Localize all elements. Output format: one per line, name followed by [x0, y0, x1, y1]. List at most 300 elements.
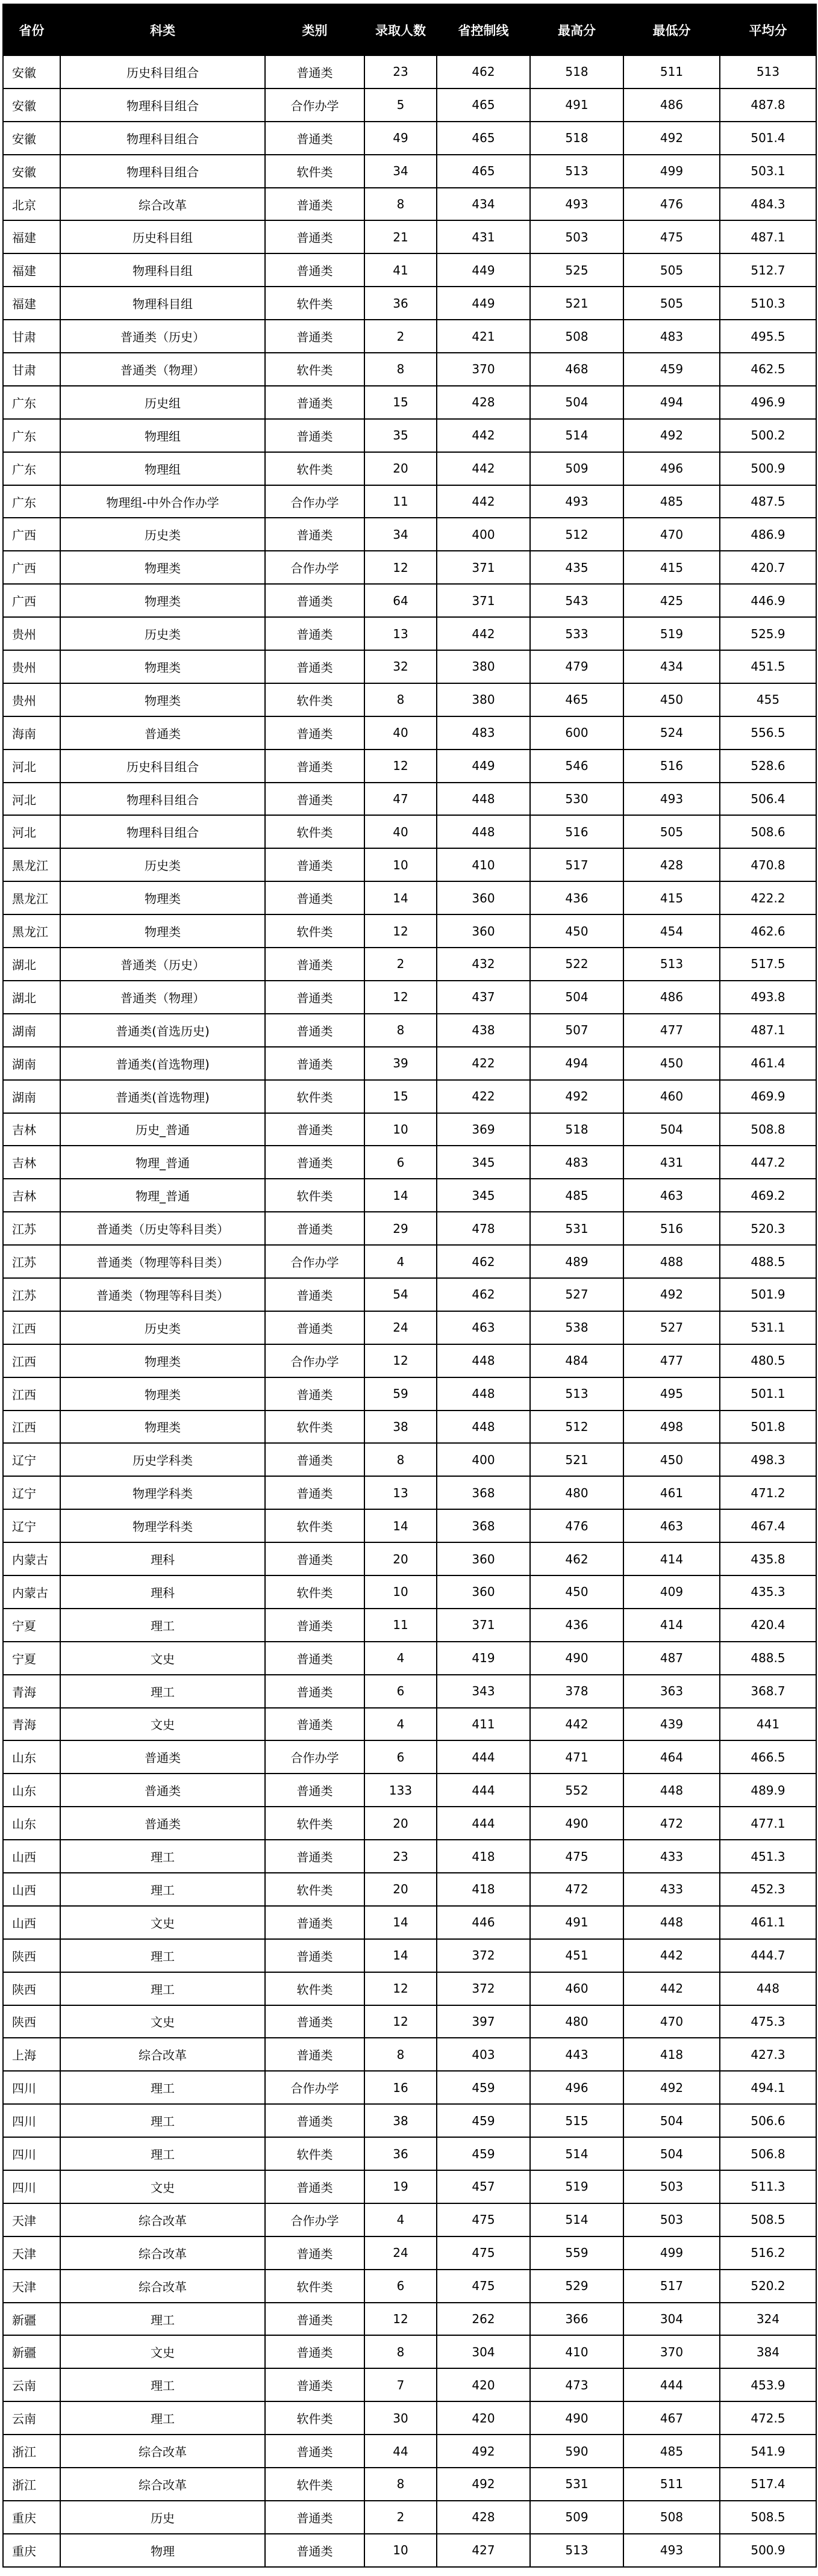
average-score-cell: 422.2 — [720, 881, 816, 914]
highest-score-cell: 559 — [530, 2236, 623, 2270]
province-cell: 浙江 — [3, 2435, 60, 2468]
table-row — [3, 815, 816, 848]
lowest-score-cell: 434 — [623, 650, 720, 683]
control-line-cell: 462 — [437, 1245, 530, 1278]
table-row — [3, 551, 816, 584]
header-subject-category: 科类 — [60, 4, 265, 55]
enrollment-type-cell: 普通类 — [265, 2335, 364, 2368]
admitted-count-cell: 20 — [364, 452, 437, 485]
province-cell: 黑龙江 — [3, 914, 60, 948]
lowest-score-cell: 477 — [623, 1344, 720, 1377]
province-cell: 江西 — [3, 1311, 60, 1344]
highest-score-cell: 552 — [530, 1774, 623, 1807]
control-line-cell: 448 — [437, 1377, 530, 1411]
lowest-score-cell: 486 — [623, 88, 720, 122]
enrollment-type-cell: 普通类 — [265, 2104, 364, 2137]
table-row — [3, 1443, 816, 1476]
lowest-score-cell: 470 — [623, 2005, 720, 2038]
control-line-cell: 438 — [437, 1014, 530, 1047]
lowest-score-cell: 450 — [623, 1443, 720, 1476]
highest-score-cell: 518 — [530, 55, 623, 88]
highest-score-cell: 484 — [530, 1344, 623, 1377]
table-row — [3, 2137, 816, 2170]
control-line-cell: 432 — [437, 948, 530, 981]
subject-category-cell: 普通类 — [60, 716, 265, 750]
highest-score-cell: 518 — [530, 1113, 623, 1146]
province-cell: 陕西 — [3, 2005, 60, 2038]
highest-score-cell: 442 — [530, 1708, 623, 1741]
control-line-cell: 400 — [437, 518, 530, 551]
province-cell: 四川 — [3, 2104, 60, 2137]
lowest-score-cell: 487 — [623, 1642, 720, 1675]
average-score-cell: 488.5 — [720, 1642, 816, 1675]
highest-score-cell: 451 — [530, 1939, 623, 1972]
subject-category-cell: 历史科目组 — [60, 220, 265, 253]
average-score-cell: 520.2 — [720, 2270, 816, 2303]
province-cell: 山西 — [3, 1840, 60, 1873]
control-line-cell: 448 — [437, 1411, 530, 1444]
lowest-score-cell: 505 — [623, 287, 720, 320]
header-lowest-score: 最低分 — [623, 4, 720, 55]
highest-score-cell: 450 — [530, 914, 623, 948]
lowest-score-cell: 433 — [623, 1873, 720, 1906]
lowest-score-cell: 414 — [623, 1542, 720, 1575]
admitted-count-cell: 4 — [364, 2203, 437, 2236]
lowest-score-cell: 363 — [623, 1675, 720, 1708]
table-row — [3, 2038, 816, 2071]
average-score-cell: 472.5 — [720, 2401, 816, 2435]
table-row — [3, 1807, 816, 1840]
table-row — [3, 1377, 816, 1411]
highest-score-cell: 507 — [530, 1014, 623, 1047]
subject-category-cell: 物理科目组 — [60, 287, 265, 320]
subject-category-cell: 理工 — [60, 2137, 265, 2170]
subject-category-cell: 理工 — [60, 2104, 265, 2137]
province-cell: 湖北 — [3, 981, 60, 1014]
lowest-score-cell: 409 — [623, 1575, 720, 1609]
table-row — [3, 353, 816, 386]
control-line-cell: 459 — [437, 2137, 530, 2170]
highest-score-cell: 491 — [530, 1906, 623, 1939]
table-row — [3, 848, 816, 881]
table-row — [3, 1642, 816, 1675]
admitted-count-cell: 8 — [364, 2468, 437, 2501]
highest-score-cell: 508 — [530, 320, 623, 353]
table-row — [3, 2236, 816, 2270]
subject-category-cell: 文史 — [60, 2335, 265, 2368]
province-cell: 广东 — [3, 452, 60, 485]
subject-category-cell: 理工 — [60, 2368, 265, 2401]
average-score-cell: 475.3 — [720, 2005, 816, 2038]
admitted-count-cell: 12 — [364, 1972, 437, 2005]
table-row — [3, 88, 816, 122]
header-highest-score: 最高分 — [530, 4, 623, 55]
province-cell: 宁夏 — [3, 1609, 60, 1642]
table-row — [3, 55, 816, 88]
average-score-cell: 368.7 — [720, 1675, 816, 1708]
table-row — [3, 2104, 816, 2137]
enrollment-type-cell: 普通类 — [265, 518, 364, 551]
lowest-score-cell: 503 — [623, 2203, 720, 2236]
admitted-count-cell: 16 — [364, 2071, 437, 2104]
highest-score-cell: 590 — [530, 2435, 623, 2468]
lowest-score-cell: 498 — [623, 1411, 720, 1444]
average-score-cell: 517.4 — [720, 2468, 816, 2501]
average-score-cell: 508.6 — [720, 815, 816, 848]
highest-score-cell: 471 — [530, 1740, 623, 1774]
average-score-cell: 531.1 — [720, 1311, 816, 1344]
average-score-cell: 453.9 — [720, 2368, 816, 2401]
province-cell: 河北 — [3, 750, 60, 783]
subject-category-cell: 物理_普通 — [60, 1146, 265, 1179]
province-cell: 江苏 — [3, 1245, 60, 1278]
admitted-count-cell: 2 — [364, 948, 437, 981]
enrollment-type-cell: 软件类 — [265, 815, 364, 848]
average-score-cell: 498.3 — [720, 1443, 816, 1476]
admitted-count-cell: 40 — [364, 815, 437, 848]
admitted-count-cell: 10 — [364, 2534, 437, 2567]
province-cell: 山西 — [3, 1873, 60, 1906]
table-row — [3, 2335, 816, 2368]
admitted-count-cell: 5 — [364, 88, 437, 122]
table-row — [3, 584, 816, 617]
control-line-cell: 442 — [437, 485, 530, 518]
enrollment-type-cell: 软件类 — [265, 155, 364, 188]
enrollment-type-cell: 普通类 — [265, 253, 364, 287]
table-row — [3, 650, 816, 683]
highest-score-cell: 435 — [530, 551, 623, 584]
average-score-cell: 525.9 — [720, 617, 816, 650]
enrollment-type-cell: 普通类 — [265, 716, 364, 750]
admitted-count-cell: 47 — [364, 783, 437, 816]
province-cell: 广西 — [3, 584, 60, 617]
control-line-cell: 371 — [437, 584, 530, 617]
subject-category-cell: 物理科目组合 — [60, 155, 265, 188]
admitted-count-cell: 21 — [364, 220, 437, 253]
highest-score-cell: 533 — [530, 617, 623, 650]
province-cell: 四川 — [3, 2071, 60, 2104]
admitted-count-cell: 6 — [364, 1740, 437, 1774]
enrollment-type-cell: 普通类 — [265, 948, 364, 981]
lowest-score-cell: 461 — [623, 1476, 720, 1509]
control-line-cell: 360 — [437, 881, 530, 914]
province-cell: 辽宁 — [3, 1443, 60, 1476]
admitted-count-cell: 8 — [364, 683, 437, 716]
province-cell: 贵州 — [3, 683, 60, 716]
enrollment-type-cell: 普通类 — [265, 2501, 364, 2534]
admitted-count-cell: 12 — [364, 2005, 437, 2038]
highest-score-cell: 480 — [530, 2005, 623, 2038]
province-cell: 四川 — [3, 2170, 60, 2203]
admitted-count-cell: 59 — [364, 1377, 437, 1411]
highest-score-cell: 494 — [530, 1047, 623, 1080]
highest-score-cell: 436 — [530, 881, 623, 914]
subject-category-cell: 普通类（物理） — [60, 981, 265, 1014]
subject-category-cell: 文史 — [60, 1642, 265, 1675]
highest-score-cell: 410 — [530, 2335, 623, 2368]
control-line-cell: 419 — [437, 1642, 530, 1675]
lowest-score-cell: 492 — [623, 419, 720, 452]
enrollment-type-cell: 合作办学 — [265, 485, 364, 518]
province-cell: 辽宁 — [3, 1509, 60, 1542]
average-score-cell: 469.2 — [720, 1179, 816, 1212]
average-score-cell: 435.8 — [720, 1542, 816, 1575]
average-score-cell: 508.5 — [720, 2203, 816, 2236]
average-score-cell: 477.1 — [720, 1807, 816, 1840]
lowest-score-cell: 503 — [623, 2170, 720, 2203]
average-score-cell: 503.1 — [720, 155, 816, 188]
table-row — [3, 452, 816, 485]
province-cell: 四川 — [3, 2137, 60, 2170]
table-row — [3, 287, 816, 320]
highest-score-cell: 472 — [530, 1873, 623, 1906]
province-cell: 福建 — [3, 253, 60, 287]
control-line-cell: 422 — [437, 1080, 530, 1113]
subject-category-cell: 普通类（物理等科目类） — [60, 1278, 265, 1311]
table-row — [3, 2401, 816, 2435]
highest-score-cell: 521 — [530, 287, 623, 320]
province-cell: 江西 — [3, 1411, 60, 1444]
control-line-cell: 400 — [437, 1443, 530, 1476]
province-cell: 上海 — [3, 2038, 60, 2071]
lowest-score-cell: 433 — [623, 1840, 720, 1873]
table-row — [3, 683, 816, 716]
admitted-count-cell: 14 — [364, 881, 437, 914]
lowest-score-cell: 524 — [623, 716, 720, 750]
enrollment-type-cell: 合作办学 — [265, 2071, 364, 2104]
enrollment-type-cell: 普通类 — [265, 2005, 364, 2038]
table-row — [3, 1344, 816, 1377]
control-line-cell: 380 — [437, 650, 530, 683]
enrollment-type-cell: 软件类 — [265, 1807, 364, 1840]
admitted-count-cell: 14 — [364, 1939, 437, 1972]
admitted-count-cell: 12 — [364, 750, 437, 783]
control-line-cell: 428 — [437, 386, 530, 419]
province-cell: 陕西 — [3, 1939, 60, 1972]
enrollment-type-cell: 合作办学 — [265, 551, 364, 584]
table-row — [3, 1411, 816, 1444]
subject-category-cell: 普通类（物理） — [60, 353, 265, 386]
admitted-count-cell: 36 — [364, 287, 437, 320]
province-cell: 陕西 — [3, 1972, 60, 2005]
lowest-score-cell: 504 — [623, 2104, 720, 2137]
admitted-count-cell: 10 — [364, 1113, 437, 1146]
table-row — [3, 2368, 816, 2401]
lowest-score-cell: 488 — [623, 1245, 720, 1278]
subject-category-cell: 物理科目组合 — [60, 122, 265, 155]
highest-score-cell: 378 — [530, 1675, 623, 1708]
admitted-count-cell: 2 — [364, 320, 437, 353]
subject-category-cell: 物理类 — [60, 1411, 265, 1444]
enrollment-type-cell: 软件类 — [265, 287, 364, 320]
province-cell: 江苏 — [3, 1278, 60, 1311]
average-score-cell: 427.3 — [720, 2038, 816, 2071]
enrollment-type-cell: 普通类 — [265, 1146, 364, 1179]
subject-category-cell: 普通类（历史） — [60, 320, 265, 353]
enrollment-type-cell: 普通类 — [265, 1675, 364, 1708]
highest-score-cell: 462 — [530, 1542, 623, 1575]
table-row — [3, 750, 816, 783]
province-cell: 湖南 — [3, 1080, 60, 1113]
average-score-cell: 500.9 — [720, 2534, 816, 2567]
admitted-count-cell: 19 — [364, 2170, 437, 2203]
subject-category-cell: 普通类（历史等科目类） — [60, 1212, 265, 1245]
subject-category-cell: 物理科目组 — [60, 253, 265, 287]
lowest-score-cell: 517 — [623, 2270, 720, 2303]
province-cell: 广东 — [3, 419, 60, 452]
province-cell: 湖北 — [3, 948, 60, 981]
highest-score-cell: 514 — [530, 2203, 623, 2236]
subject-category-cell: 物理科目组合 — [60, 783, 265, 816]
lowest-score-cell: 483 — [623, 320, 720, 353]
highest-score-cell: 530 — [530, 783, 623, 816]
highest-score-cell: 509 — [530, 2501, 623, 2534]
enrollment-type-cell: 普通类 — [265, 1906, 364, 1939]
province-cell: 重庆 — [3, 2501, 60, 2534]
admitted-count-cell: 24 — [364, 1311, 437, 1344]
control-line-cell: 411 — [437, 1708, 530, 1741]
lowest-score-cell: 448 — [623, 1906, 720, 1939]
enrollment-type-cell: 普通类 — [265, 55, 364, 88]
subject-category-cell: 综合改革 — [60, 2435, 265, 2468]
enrollment-type-cell: 普通类 — [265, 220, 364, 253]
average-score-cell: 480.5 — [720, 1344, 816, 1377]
lowest-score-cell: 450 — [623, 1047, 720, 1080]
admitted-count-cell: 8 — [364, 1014, 437, 1047]
admitted-count-cell: 7 — [364, 2368, 437, 2401]
enrollment-type-cell: 普通类 — [265, 2435, 364, 2468]
highest-score-cell: 485 — [530, 1179, 623, 1212]
control-line-cell: 449 — [437, 253, 530, 287]
admitted-count-cell: 8 — [364, 188, 437, 221]
average-score-cell: 451.3 — [720, 1840, 816, 1873]
table-row — [3, 1278, 816, 1311]
enrollment-type-cell: 合作办学 — [265, 1740, 364, 1774]
average-score-cell: 462.5 — [720, 353, 816, 386]
subject-category-cell: 历史学科类 — [60, 1443, 265, 1476]
enrollment-type-cell: 软件类 — [265, 2137, 364, 2170]
lowest-score-cell: 486 — [623, 981, 720, 1014]
admitted-count-cell: 11 — [364, 1609, 437, 1642]
admission-scores-table-container — [2, 4, 816, 2568]
lowest-score-cell: 477 — [623, 1014, 720, 1047]
average-score-cell: 471.2 — [720, 1476, 816, 1509]
admitted-count-cell: 13 — [364, 1476, 437, 1509]
admitted-count-cell: 24 — [364, 2236, 437, 2270]
highest-score-cell: 513 — [530, 155, 623, 188]
highest-score-cell: 531 — [530, 1212, 623, 1245]
province-cell: 吉林 — [3, 1179, 60, 1212]
province-cell: 福建 — [3, 220, 60, 253]
enrollment-type-cell: 软件类 — [265, 452, 364, 485]
enrollment-type-cell: 普通类 — [265, 1708, 364, 1741]
admitted-count-cell: 40 — [364, 716, 437, 750]
province-cell: 天津 — [3, 2236, 60, 2270]
average-score-cell: 452.3 — [720, 1873, 816, 1906]
subject-category-cell: 历史_普通 — [60, 1113, 265, 1146]
average-score-cell: 488.5 — [720, 1245, 816, 1278]
subject-category-cell: 理工 — [60, 2071, 265, 2104]
lowest-score-cell: 415 — [623, 551, 720, 584]
table-row — [3, 1840, 816, 1873]
enrollment-type-cell: 软件类 — [265, 1873, 364, 1906]
average-score-cell: 501.4 — [720, 122, 816, 155]
control-line-cell: 428 — [437, 2501, 530, 2534]
admitted-count-cell: 8 — [364, 2335, 437, 2368]
subject-category-cell: 理工 — [60, 1939, 265, 1972]
control-line-cell: 444 — [437, 1774, 530, 1807]
province-cell: 贵州 — [3, 617, 60, 650]
average-score-cell: 435.3 — [720, 1575, 816, 1609]
highest-score-cell: 600 — [530, 716, 623, 750]
lowest-score-cell: 493 — [623, 783, 720, 816]
control-line-cell: 421 — [437, 320, 530, 353]
control-line-cell: 371 — [437, 1609, 530, 1642]
lowest-score-cell: 472 — [623, 1807, 720, 1840]
enrollment-type-cell: 普通类 — [265, 1542, 364, 1575]
control-line-cell: 457 — [437, 2170, 530, 2203]
subject-category-cell: 历史组 — [60, 386, 265, 419]
table-row — [3, 2468, 816, 2501]
admitted-count-cell: 44 — [364, 2435, 437, 2468]
lowest-score-cell: 495 — [623, 1377, 720, 1411]
control-line-cell: 437 — [437, 981, 530, 1014]
lowest-score-cell: 493 — [623, 2534, 720, 2567]
lowest-score-cell: 444 — [623, 2368, 720, 2401]
admitted-count-cell: 23 — [364, 1840, 437, 1873]
control-line-cell: 462 — [437, 1278, 530, 1311]
average-score-cell: 420.4 — [720, 1609, 816, 1642]
lowest-score-cell: 527 — [623, 1311, 720, 1344]
average-score-cell: 556.5 — [720, 716, 816, 750]
average-score-cell: 500.9 — [720, 452, 816, 485]
province-cell: 广西 — [3, 518, 60, 551]
province-cell: 山东 — [3, 1774, 60, 1807]
lowest-score-cell: 463 — [623, 1179, 720, 1212]
enrollment-type-cell: 软件类 — [265, 2468, 364, 2501]
control-line-cell: 369 — [437, 1113, 530, 1146]
table-row — [3, 1476, 816, 1509]
header-admitted-count: 录取人数 — [364, 4, 437, 55]
lowest-score-cell: 442 — [623, 1972, 720, 2005]
control-line-cell: 463 — [437, 1311, 530, 1344]
enrollment-type-cell: 普通类 — [265, 848, 364, 881]
control-line-cell: 448 — [437, 815, 530, 848]
province-cell: 江苏 — [3, 1212, 60, 1245]
average-score-cell: 461.1 — [720, 1906, 816, 1939]
control-line-cell: 449 — [437, 750, 530, 783]
province-cell: 山东 — [3, 1807, 60, 1840]
subject-category-cell: 物理学科类 — [60, 1509, 265, 1542]
table-row — [3, 1542, 816, 1575]
average-score-cell: 513 — [720, 55, 816, 88]
control-line-cell: 360 — [437, 1575, 530, 1609]
highest-score-cell: 483 — [530, 1146, 623, 1179]
table-row — [3, 2270, 816, 2303]
control-line-cell: 343 — [437, 1675, 530, 1708]
province-cell: 福建 — [3, 287, 60, 320]
province-cell: 贵州 — [3, 650, 60, 683]
subject-category-cell: 物理类 — [60, 881, 265, 914]
highest-score-cell: 522 — [530, 948, 623, 981]
subject-category-cell: 普通类 — [60, 1807, 265, 1840]
subject-category-cell: 物理类 — [60, 551, 265, 584]
highest-score-cell: 493 — [530, 485, 623, 518]
control-line-cell: 492 — [437, 2468, 530, 2501]
control-line-cell: 372 — [437, 1972, 530, 2005]
admitted-count-cell: 35 — [364, 419, 437, 452]
table-row — [3, 981, 816, 1014]
